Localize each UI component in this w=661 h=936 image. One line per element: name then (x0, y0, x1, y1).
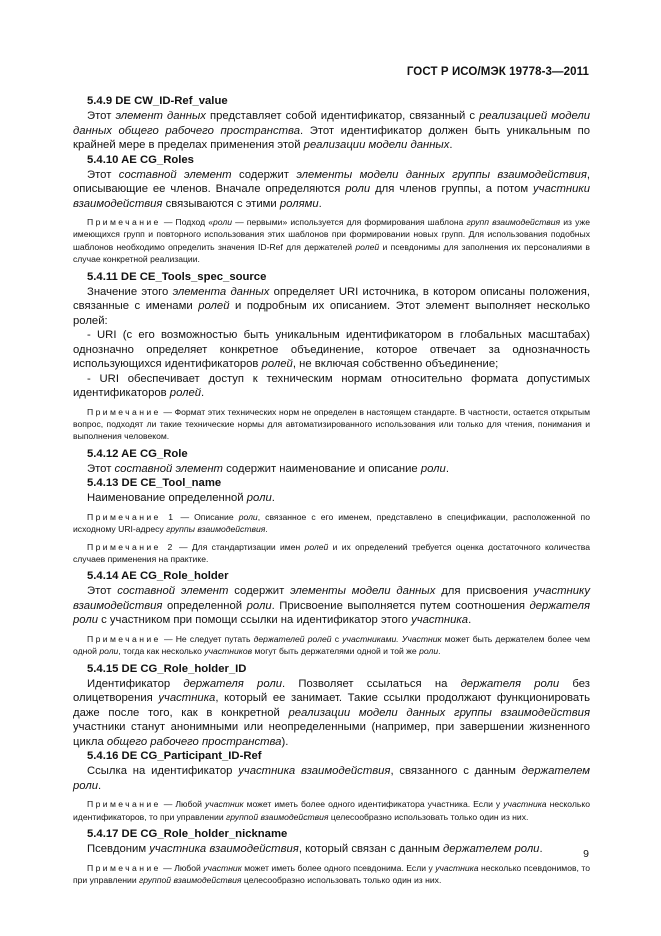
section-note: Примечание — Любой участник может иметь более одного псевдонима. Если у участника несколько псевдонимов, то при управлении группой взаимодействия целесообразно использовать только один из них. (73, 862, 590, 885)
section-paragraph: Идентификатор держателя роли. Позволяет ссылаться на держателя роли без олицетворения участника, который ее занимает. Такие ссылки продолжают функционировать даже после того, как в конкретной реализации модели данных группы взаимодействия участники станут анонимными или неопределенными (например, при завершении жизненного цикла общего рабочего пространства). (73, 677, 591, 748)
note-label: Примечание (87, 799, 161, 810)
emphasis-term: реализации модели данных группы взаимодействия (288, 706, 591, 719)
emphasis-term: держателем роли (73, 765, 590, 792)
emphasis-term: держателя роли (460, 677, 560, 690)
emphasis-term: участника (158, 692, 216, 705)
emphasis-term: составной элемент (117, 585, 229, 598)
section-note: Примечание — Формат этих технических норм не определен в настоящем стандарте. В частности, остается открытым вопрос, подходят ли такие технические нормы для автоматизированного использования или только для чтения, понимания и выполнения человеком. (73, 406, 590, 442)
emphasis-term: ролей (198, 300, 230, 313)
emphasis-term: участниками. Участник (342, 633, 442, 644)
section-note: Примечание 1 — Описание роли, связанное с его именем, представлено в спецификации, расположенной по исходному URI-адресу группы взаимодействия. (73, 511, 590, 535)
section-heading: 5.4.17 DE CG_Role_holder_nickname (87, 828, 288, 841)
emphasis-term: участник (203, 862, 242, 873)
emphasis-term: группой взаимодействия (139, 875, 242, 885)
note-label: Примечание (87, 217, 161, 227)
emphasis-term: элементы модели данных (290, 585, 436, 598)
section-paragraph: Этот элемент данных представляет собой идентификатор, связанный с реализацией модели данных общего рабочего пространства. Этот идентификатор должен быть уникальным по крайней мере в пределах применения этой реализации модели данных. (73, 110, 591, 151)
section-paragraph: Этот составной элемент содержит элементы модели данных для присвоения участнику взаимодействия определенной роли. Присвоение выполняется путем соотношения держателя роли с участником при помощи ссылки на идентификатор этого участника. (73, 585, 590, 627)
emphasis-term: роли (345, 183, 371, 195)
emphasis-term: ролями (279, 197, 319, 210)
emphasis-term: роли (238, 511, 258, 522)
section-paragraph: Ссылка на идентификатор участника взаимодействия, связанного с данным держателем роли. (73, 765, 590, 792)
emphasis-term: составной элемент (114, 462, 223, 475)
section-note: Примечание — Подход «роли — первыми» используется для формирования шаблона групп взаимодействия из уже имеющихся групп и повторного использования этих шаблонов при формировании новых групп. Для использования подобных шаблонов необходимо определить значения ID-Ref для держателей ролей и псевдонимы для заполнения их персоналиями в случае конкретной реализации. (73, 217, 591, 265)
section-note: Примечание — Не следует путать держателей ролей с участниками. Участник может быть держателем более чем одной роли, тогда как несколько участников могут быть держателями одной и той же роли. (73, 633, 591, 657)
emphasis-term: участника (503, 799, 547, 810)
emphasis-term: элемента данных (172, 285, 270, 298)
section-heading: 5.4.15 DE CG_Role_holder_ID (87, 662, 247, 675)
emphasis-term: участника взаимодействия (149, 843, 299, 856)
emphasis-term: ролей (261, 358, 293, 371)
section-note: Примечание 2 — Для стандартизации имен ролей и их определений требуется оценка достаточного количества случаев применения на практике. (73, 541, 591, 565)
emphasis-term: участников (204, 646, 253, 657)
section-paragraph: Наименование определенной роли. (87, 492, 275, 505)
section-heading: 5.4.16 DE CG_Participant_ID-Ref (87, 750, 262, 763)
section-paragraph: Значение этого элемента данных определяет URI источника, в котором описаны положения, связанные с именами ролей и подробным их описанием. Этот элемент выполняет несколько ролей: (73, 285, 590, 327)
emphasis-term: реализацией модели данных общего рабочего пространства (73, 110, 591, 137)
page-number: 9 (583, 848, 589, 860)
emphasis-term: элементы модели данных группы взаимодействия (296, 168, 587, 181)
note-label: Примечание (87, 862, 161, 873)
emphasis-term: держателем роли (443, 843, 540, 856)
emphasis-term: участника (411, 614, 469, 627)
section-paragraph: Псевдоним участника взаимодействия, который связан с данным держателем роли. (87, 843, 543, 856)
note-label: Примечание (87, 633, 161, 644)
emphasis-term: общего рабочего пространства (106, 735, 282, 748)
emphasis-term: роли (246, 492, 272, 505)
emphasis-term: составной элемент (118, 168, 232, 181)
emphasis-term: участника взаимодействия (238, 765, 391, 778)
section-heading: 5.4.10 AE CG_Roles (87, 153, 194, 166)
section-heading: 5.4.9 DE CW_ID-Ref_value (87, 95, 228, 107)
note-label: Примечание 1 (87, 511, 176, 522)
section-paragraph: Этот составной элемент содержит наименование и описание роли. (87, 462, 449, 475)
emphasis-term: держателей ролей (253, 633, 332, 644)
emphasis-term: ролей (304, 541, 329, 552)
section-note: Примечание — Любой участник может иметь более одного идентификатора участника. Если у участника несколько идентификаторов, то при управлении группой взаимодействия целесообразно использовать только один из них. (73, 799, 590, 822)
emphasis-term: участнику взаимодействия (73, 585, 590, 612)
emphasis-term: групп взаимодействия (466, 217, 561, 227)
emphasis-term: реализации модели данных (303, 139, 450, 151)
emphasis-term: группы взаимодействия (166, 524, 266, 535)
emphasis-term: роли (99, 646, 119, 657)
emphasis-term: участника (435, 862, 479, 873)
section-heading: 5.4.11 DE CE_Tools_spec_source (87, 270, 267, 283)
emphasis-term: роли (213, 217, 232, 227)
section-paragraph: Этот составной элемент содержит элементы модели данных группы взаимодействия, описывающие ее членов. Вначале определяются роли для членов группы, а потом участники взаимодействия связываются с этими ролями. (73, 168, 591, 210)
emphasis-term: держателя роли (183, 677, 283, 690)
section-heading: 5.4.12 AE CG_Role (87, 447, 188, 460)
note-label: Примечание 2 (87, 541, 175, 552)
emphasis-term: участник (205, 799, 244, 810)
emphasis-term: ролей (355, 241, 380, 252)
document-header: ГОСТ Р ИСО/МЭК 19778-3—2011 (406, 66, 589, 78)
section-paragraph: - URI обеспечивает доступ к техническим нормам относительно формата допустимых идентификаторов ролей. (73, 372, 590, 400)
emphasis-term: роли (420, 462, 446, 475)
emphasis-term: участники взаимодействия (73, 183, 590, 210)
document-body (73, 94, 590, 890)
emphasis-term: держателя роли (73, 599, 590, 627)
emphasis-term: ролей (169, 387, 202, 400)
emphasis-term: элемент данных (115, 110, 206, 122)
note-label: Примечание (87, 406, 161, 417)
section-paragraph: - URI (с его возможностью быть уникальным идентификатором в глобальных масштабах) однозначно определяет конкретное объединение, которое отвечает за однозначность использующихся идентификаторов ролей, не включая собственно объединение; (73, 329, 590, 371)
emphasis-term: роли (419, 646, 439, 657)
emphasis-term: роли (246, 599, 272, 612)
section-heading: 5.4.14 AE CG_Role_holder (87, 570, 229, 583)
emphasis-term: группой взаимодействия (226, 811, 329, 822)
section-heading: 5.4.13 DE CE_Tool_name (87, 477, 222, 490)
